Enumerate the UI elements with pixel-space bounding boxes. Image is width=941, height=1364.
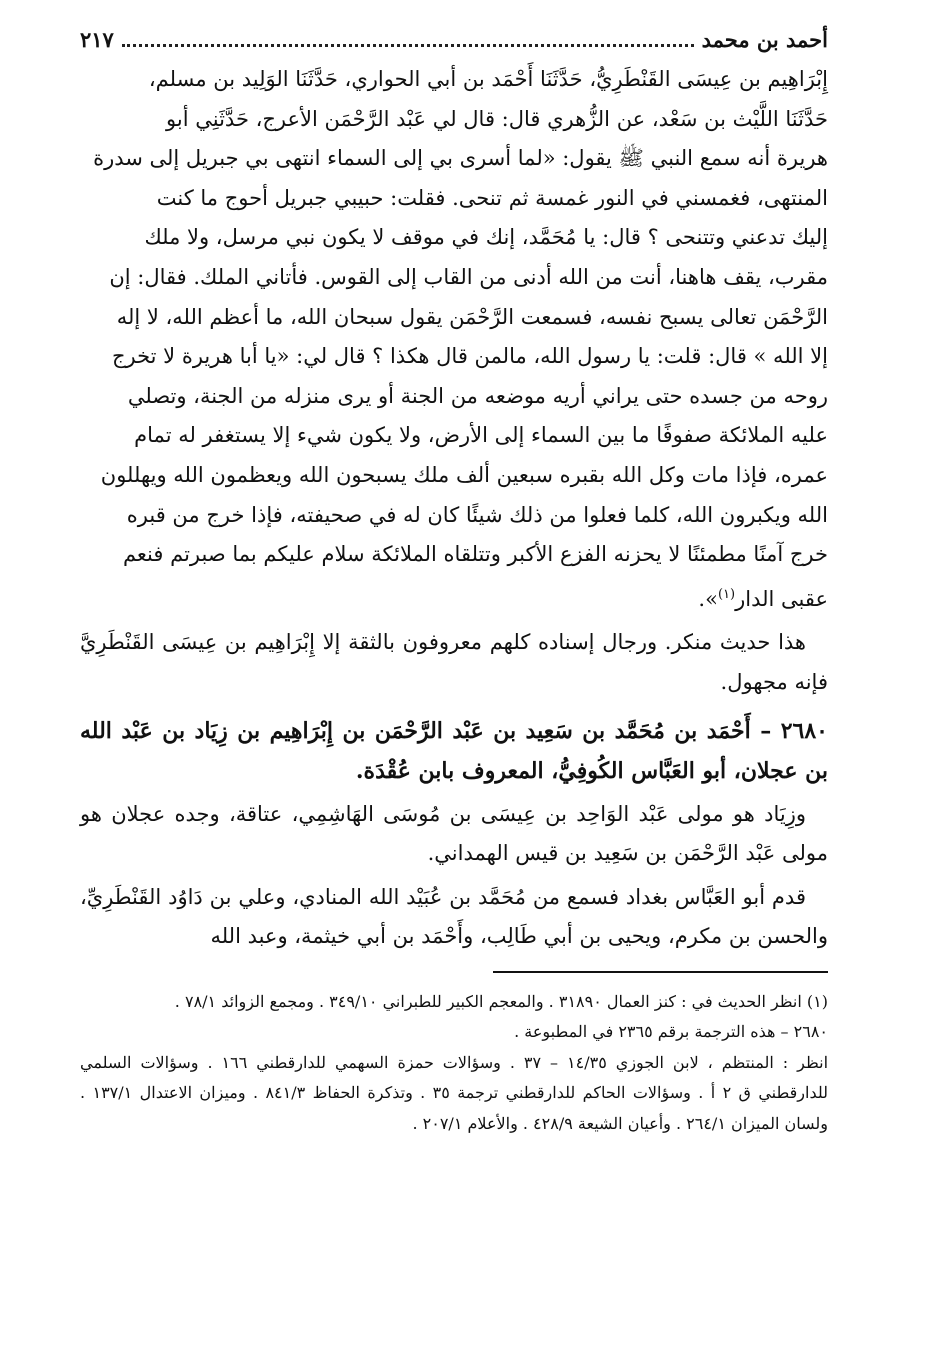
text-line: إليك تدعني وتتنحى ؟ قال: يا مُحَمَّد، إنك في موقف لا يكون نبي مرسل، ولا ملك (144, 225, 828, 250)
header-dot-leader (122, 43, 694, 47)
text-line: إِبْرَاهِيم بن عِيسَى القَنْطَرِيُّ، حَدَّثَنَا أَحْمَد بن أبي الحواري، حَدَّثَنَا الوَلِيد بن مسلم، (148, 67, 828, 91)
text-line: هريرة أنه سمع النبي ﷺ يقول: «لما أسرى بي إلى السماء انتهى بي جبريل إلى سدرة (93, 146, 828, 171)
ziyad-paragraph: وزِيَاد هو مولى عَبْد الوَاحِد بن عِيسَى بن مُوسَى الهَاشِمِي، عتاقة، وجده عجلان هو مولى عَبْد الرَّحْمَن بن سَعِيد بن قيس الهمداني. (80, 801, 828, 866)
entry-number: ٢٦٨٠ (780, 717, 828, 744)
text-line: مقرب، يقف هاهنا، أنت من الله أدنى من القاب إلى القوس. فأتاني الملك. فقال: إن (109, 264, 828, 289)
running-header (80, 22, 828, 60)
entry-heading (80, 711, 828, 791)
footnote-marker: (١) (717, 586, 736, 602)
text-line: عمره، فإذا مات وكل الله بقبره سبعين ألف ملك يسبحون الله ويعظمون الله ويهللون (100, 462, 828, 487)
text-line: إلا الله » قال: قلت: يا رسول الله، مالمن قال هكذا ؟ قال لي: «يا أبا هريرة لا تخرج (111, 344, 828, 369)
text-line: عليه الملائكة صفوفًا ما بين السماء إلى الأرض، ولا يكون شيء إلا يستغفر له تمام (134, 423, 828, 448)
text-line: خرج آمنًا مطمئنًا لا يحزنه الفزع الأكبر وتتلقاه الملائكة سلام عليكم بما صبرتم فنعم (122, 542, 828, 567)
text-line: الله ويكبرون الله، كلما فعلوا من ذلك شيئًا كان له في صحيفته، فإذا خرج من قبره (126, 502, 828, 527)
footnote-2: ٢٦٨٠ – هذه الترجمة برقم ٢٣٦٥ في المطبوعة . (514, 1022, 828, 1042)
footnote-3: انظر : المنتظم ، لابن الجوزي ١٤/٣٥ – ٣٧ . وسؤالات حمزة السهمي للدارقطني ١٦٦ . وسؤالات السلمي للدارقطني ق ٢ أ . وسؤالات الحاكم للدارقطني ترجمة ٣٥ . وتذكرة الحفاظ ٨٤١/٣ . وميزان الاعتدال ١٣٧/١ . ولسان الميزان ٢٦٤/١ . وأعيان الشيعة ٤٢٨/٩ . والأعلام ٢٠٧/١ . (80, 1052, 829, 1133)
hadith-text (80, 60, 828, 619)
text-line: المنتهى، فغمسني في النور غمسة ثم تنحى. فقلت: حبيبي جبريل أحوج ما كنت (156, 185, 828, 210)
text-line: حَدَّثَنَا اللَّيْث بن سَعْد، عن الزُّهري قال: قال لي عَبْد الرَّحْمَن الأعرج، حَدَّثَنِي أبو (166, 106, 828, 131)
text-line-last (80, 575, 828, 620)
footnote-divider (493, 971, 828, 973)
page-number: ٢١٧ (80, 27, 114, 52)
text-line: الرَّحْمَن تعالى يسبح نفسه، فسمعت الرَّحْمَن يقول سبحان الله، ما أعظم الله، لا إله (116, 304, 828, 329)
last-line-text: عقبى الدار (735, 586, 828, 611)
footnote-1: (١) انظر الحديث في : كنز العمال ٣١٨٩٠ . والمعجم الكبير للطبراني ٣٤٩/١٠ . ومجمع الزوائد ٧٨/١ . (174, 991, 828, 1011)
verdict-paragraph: هذا حديث منكر. ورجال إسناده كلهم معروفون بالثقة إلا إِبْرَاهِيم بن عِيسَى القَنْطَرِيَّ فإنه مجهول. (80, 630, 828, 694)
footnotes (80, 987, 828, 1140)
text-line: روحه من جسده حتى يراني أريه موضعه من الجنة أو يرى منزله من الجنة، وتصلي (127, 383, 828, 408)
book-page (80, 22, 828, 1139)
entry-heading-text: – أَحْمَد بن مُحَمَّد بن سَعِيد بن عَبْد الرَّحْمَن بن إِبْرَاهِيم بن زِيَاد بن عَبْد الله بن عجلان، أبو العَبَّاس الكُوفِيُّ، المعروف بابن عُقْدَة. (80, 717, 828, 784)
header-title: أحمد بن محمد (701, 27, 828, 52)
last-line-end: ». (698, 586, 718, 611)
qadim-paragraph: قدم أبو العَبَّاس بغداد فسمع من مُحَمَّد بن عُبَيْد الله المنادي، وعلي بن دَاوُد القَنْطَرِيِّ، والحسن بن مكرم، ويحيى بن أبي طَالِب، وأَحْمَد بن أبي خيثمة، وعبد الله (80, 884, 828, 949)
